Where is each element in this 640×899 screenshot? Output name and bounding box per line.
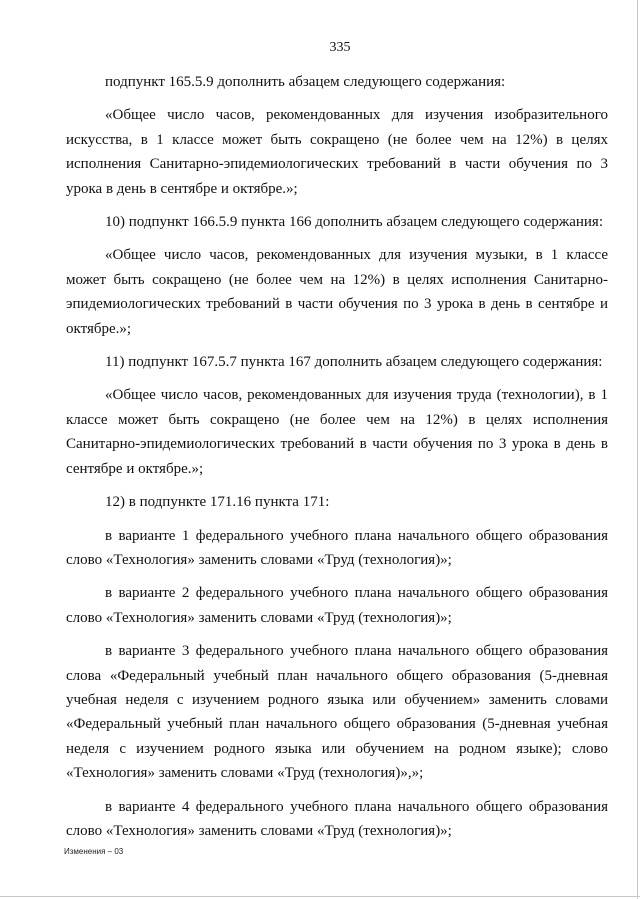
footer-revision-label: Изменения – 03 <box>64 847 124 856</box>
document-body <box>66 70 608 852</box>
page-number: 335 <box>329 40 351 55</box>
paragraph-item-12: 12) в подпункте 171.16 пункта 171: <box>105 494 330 511</box>
paragraph-art-hours: «Общее число часов, рекомендованных для изучения изобразительного искусства, в 1 классе может быть сокращено (не более чем на 12%) в целях исполнения Санитарно-эпидемиологических требований в части обучения по 3 урока в день в сентябре и октябре.»; <box>66 107 608 197</box>
paragraph-music-hours: «Общее число часов, рекомендованных для изучения музыки, в 1 классе может быть сокращено (не более чем на 12%) в целях исполнения Санитарно-эпидемиологических требований в части обучения по 3 урока в день в сентябре и октябре.»; <box>66 247 608 337</box>
paragraph-variant-1: в варианте 1 федерального учебного плана начального общего образования слово «Технология» заменить словами «Труд (технология)»; <box>66 527 608 568</box>
paragraph-variant-3: в варианте 3 федерального учебного плана начального общего образования слова «Федеральный учебный план начального общего образования (5-дневная учебная неделя с изучением родного языка или обучением» заменить словами «Федеральный учебный план начального общего образования (5-дневная учебная неделя с изучением родного языка или обучением на родном языке); слово «Технология» заменить словами «Труд (технология)»,»; <box>66 643 608 782</box>
scan-edge-right <box>637 0 638 899</box>
paragraph-item-11: 11) подпункт 167.5.7 пункта 167 дополнить абзацем следующего содержания: <box>105 354 603 371</box>
paragraph-subpoint-165: подпункт 165.5.9 дополнить абзацем следующего содержания: <box>105 74 506 90</box>
paragraph-item-10: 10) подпункт 166.5.9 пункта 166 дополнить абзацем следующего содержания: <box>105 214 603 231</box>
paragraph-labor-hours: «Общее число часов, рекомендованных для изучения труда (технологии), в 1 классе может быть сокращено (не более чем на 12%) в целях исполнения Санитарно-эпидемиологических требований в части обучения по 3 урока в день в сентябре и октябре.»; <box>66 387 608 477</box>
paragraph-variant-2: в варианте 2 федерального учебного плана начального общего образования слово «Технология» заменить словами «Труд (технология)»; <box>66 585 608 626</box>
scan-edge-bottom <box>0 896 640 897</box>
paragraph-variant-4: в варианте 4 федерального учебного плана начального общего образования слово «Технология» заменить словами «Труд (технология)»; <box>66 798 608 839</box>
